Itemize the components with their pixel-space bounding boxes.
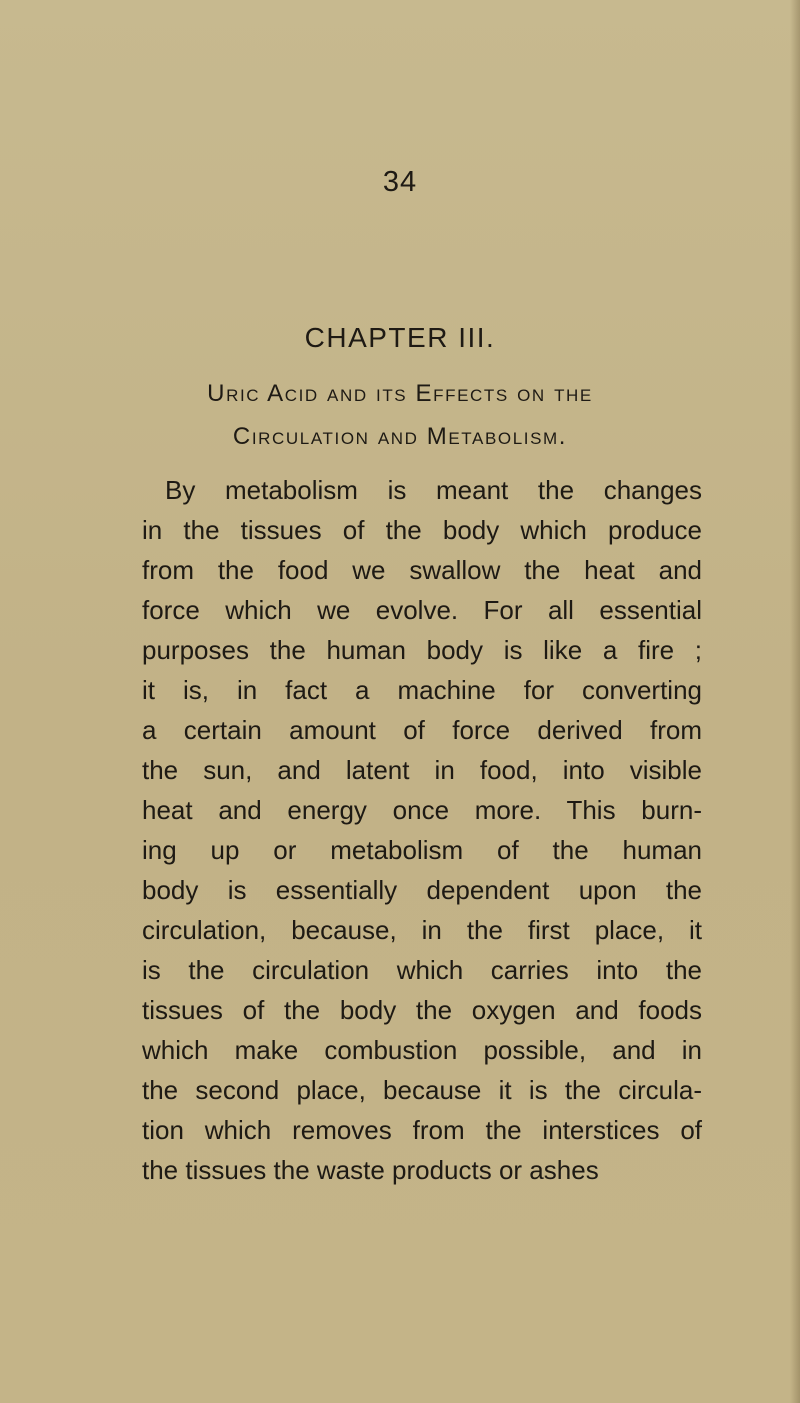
paragraph-line: circulation, because, in the first place, it	[142, 915, 702, 945]
chapter-title: CHAPTER III.	[304, 322, 496, 353]
paragraph-line: a certain amount of force derived from	[142, 715, 702, 745]
paragraph-line: from the food we swallow the heat and	[142, 555, 702, 585]
paragraph-line: body is essentially dependent upon the	[142, 875, 702, 905]
chapter-heading-line-2: Circulation and Metabolism.	[232, 423, 568, 450]
paragraph-line: tion which removes from the interstices of	[142, 1115, 702, 1145]
paragraph-line: force which we evolve. For all essential	[142, 595, 702, 625]
page-number: 34	[382, 166, 418, 198]
paragraph-line: the sun, and latent in food, into visible	[142, 755, 702, 785]
paragraph-line: which make combustion possible, and in	[142, 1035, 702, 1065]
paragraph-line: By metabolism is meant the changes	[165, 475, 702, 505]
paragraph-line: is the circulation which carries into the	[142, 955, 702, 985]
paragraph-line: purposes the human body is like a fire ;	[142, 635, 702, 665]
chapter-heading-line-1: Uric Acid and its Effects on the	[207, 380, 593, 407]
paragraph-line: ing up or metabolism of the human	[142, 835, 702, 865]
paragraph-line: tissues of the body the oxygen and foods	[142, 995, 702, 1025]
paragraph-line: it is, in fact a machine for converting	[142, 675, 702, 705]
paragraph-line: the tissues the waste products or ashes	[142, 1155, 599, 1185]
paragraph-line: the second place, because it is the circula-	[142, 1075, 702, 1105]
page-edge-shadow	[790, 0, 800, 1403]
paragraph-line: heat and energy once more. This burn-	[142, 795, 702, 825]
paragraph-line: in the tissues of the body which produce	[142, 515, 702, 545]
